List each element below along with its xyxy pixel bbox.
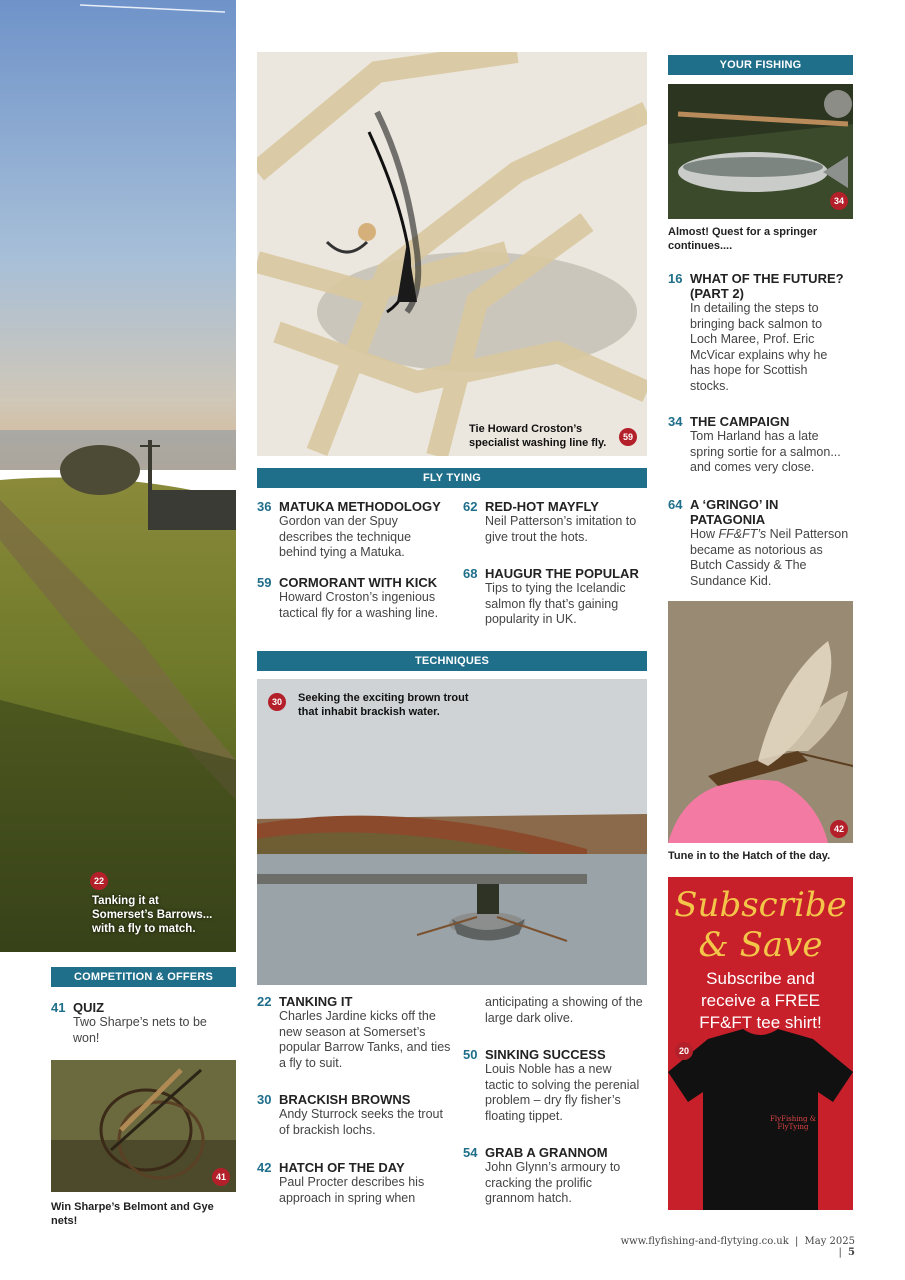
fly-page-badge: 59 (619, 428, 637, 446)
entry-heading: BRACKISH BROWNS (279, 1092, 411, 1107)
footer-page-number: 5 (848, 1247, 855, 1258)
your-fishing-banner: YOUR FISHING (668, 55, 853, 75)
page-number: 62 (463, 499, 478, 514)
boat-caption: Seeking the exciting brown trout that inhabit brackish water. (298, 692, 469, 718)
entry-description: Paul Procter describes his approach in spring when (279, 1175, 425, 1205)
entry-heading: SINKING SUCCESS (485, 1047, 606, 1062)
entry-heading: HAUGUR THE POPULAR (485, 566, 639, 581)
entry-description: Charles Jardine kicks off the new season at Somerset’s popular Barrow Tanks, and ties a fly to suit. (279, 1009, 451, 1070)
entry-heading: WHAT OF THE FUTURE? (PART 2) (690, 271, 844, 301)
landing-nets-image (51, 1060, 236, 1192)
entry-description: How FF&FT’s Neil Patterson became as notorious as Butch Cassidy & The Sundance Kid. (690, 527, 849, 588)
net-caption: Win Sharpe’s Belmont and Gye nets! (51, 1201, 214, 1227)
tee-shirt-image (668, 1027, 853, 1210)
mayfly-caption: Tune in to the Hatch of the day. (668, 850, 831, 862)
entry-heading: HATCH OF THE DAY (279, 1160, 405, 1175)
footer-issue: May 2025 (804, 1236, 855, 1247)
entry-heading: MATUKA METHODOLOGY (279, 499, 441, 514)
page-number: 64 (668, 497, 683, 512)
toc-entry-36[interactable] (257, 499, 447, 561)
entry-description: In detailing the steps to bringing back salmon to Loch Maree, Prof. Eric McVicar explains why he has hope for Scottish stocks. (690, 301, 828, 393)
toc-entry-42-continued (463, 995, 643, 1026)
page-number: 36 (257, 499, 272, 514)
page-number: 59 (257, 575, 272, 590)
toc-entry-54[interactable] (463, 1145, 643, 1207)
subscribe-title-line2: & Save (698, 925, 823, 965)
fly-photo (257, 52, 647, 456)
toc-entry-50[interactable] (463, 1047, 643, 1124)
field-landscape-image (0, 0, 236, 952)
page-number: 30 (257, 1092, 272, 1107)
entry-heading: THE CAMPAIGN (690, 414, 790, 429)
entry-description: Howard Croston’s ingenious tactical fly for a washing line. (279, 590, 439, 620)
entry-description: Neil Patterson’s imitation to give trout the hots. (485, 514, 637, 544)
entry-heading: TANKING IT (279, 994, 353, 1009)
page-number: 68 (463, 566, 478, 581)
entry-description: John Glynn’s armoury to cracking the prolific grannom hatch. (485, 1160, 621, 1205)
toc-entry-64[interactable] (668, 497, 853, 589)
subscribe-page-badge: 20 (675, 1042, 693, 1060)
boat-page-badge: 30 (268, 693, 286, 711)
fly-tying-banner: FLY TYING (257, 468, 647, 488)
entry-description-continued: anticipating a showing of the large dark olive. (485, 995, 643, 1025)
subscribe-title-line1: Subscribe (674, 885, 847, 925)
page-number: 54 (463, 1145, 478, 1160)
toc-entry-34[interactable] (668, 414, 848, 476)
salmon-caption: Almost! Quest for a springer continues.... (668, 226, 818, 252)
subscribe-ad[interactable] (668, 877, 853, 1210)
salmon-page-badge: 34 (830, 192, 848, 210)
boat-photo (257, 679, 647, 985)
toc-entry-42[interactable] (257, 1160, 452, 1206)
entry-heading: RED-HOT MAYFLY (485, 499, 599, 514)
field-photo (0, 0, 236, 952)
page-number: 41 (51, 1000, 66, 1015)
entry-heading: QUIZ (73, 1000, 105, 1015)
washing-line-fly-image (257, 52, 647, 456)
entry-heading: A ‘GRINGO’ IN PATAGONIA (690, 497, 779, 527)
brackish-loch-boat-image (257, 679, 647, 985)
net-page-badge: 41 (212, 1168, 230, 1186)
salmon-photo (668, 84, 853, 219)
footer-separator: | (794, 1236, 799, 1247)
entry-description: Tips to tying the Icelandic salmon fly that’s gaining popularity in UK. (485, 581, 626, 626)
entry-description: Two Sharpe’s nets to be won! (73, 1015, 207, 1045)
page-number: 22 (257, 994, 272, 1009)
entry-description: Tom Harland has a late spring sortie for a salmon... and comes very close. (690, 429, 841, 474)
entry-description: Louis Noble has a new tactic to solving the perenial problem – dry fly fisher’s floating tippet. (485, 1062, 640, 1123)
page-number: 42 (257, 1160, 272, 1175)
footer-url[interactable]: www.flyfishing-and-flytying.co.uk (620, 1236, 789, 1247)
entry-heading: CORMORANT WITH KICK (279, 575, 438, 590)
salmon-image (668, 84, 853, 219)
toc-entry-41[interactable] (51, 1000, 231, 1046)
toc-entry-62[interactable] (463, 499, 643, 545)
techniques-banner: TECHNIQUES (257, 651, 647, 671)
toc-entry-59[interactable] (257, 575, 447, 621)
toc-entry-22[interactable] (257, 994, 452, 1071)
page-footer (610, 1236, 855, 1258)
footer-separator: | (838, 1247, 842, 1258)
entry-description: Gordon van der Spuy describes the technique behind tying a Matuka. (279, 514, 412, 559)
fly-caption: Tie Howard Croston’s specialist washing line fly. (469, 423, 607, 449)
entry-heading: GRAB A GRANNOM (485, 1145, 608, 1160)
mayfly-page-badge: 42 (830, 820, 848, 838)
toc-entry-30[interactable] (257, 1092, 452, 1138)
mayfly-photo (668, 601, 853, 843)
competition-banner: COMPETITION & OFFERS (51, 967, 236, 987)
net-photo (51, 1060, 236, 1192)
subscribe-body: Subscribe and receive a FREE FF&FT tee shirt! (699, 969, 822, 1032)
toc-entry-16[interactable] (668, 271, 848, 394)
page-number: 16 (668, 271, 683, 286)
mayfly-image (668, 601, 853, 843)
page-number: 34 (668, 414, 683, 429)
toc-entry-68[interactable] (463, 566, 643, 628)
page-number: 50 (463, 1047, 478, 1062)
tee-shirt-logo: FlyFishing & FlyTying (770, 1115, 816, 1131)
field-page-badge: 22 (90, 872, 108, 890)
entry-description: Andy Sturrock seeks the trout of brackish lochs. (279, 1107, 443, 1137)
field-caption: Tanking it at Somerset’s Barrows... with a fly to match. (92, 895, 213, 935)
